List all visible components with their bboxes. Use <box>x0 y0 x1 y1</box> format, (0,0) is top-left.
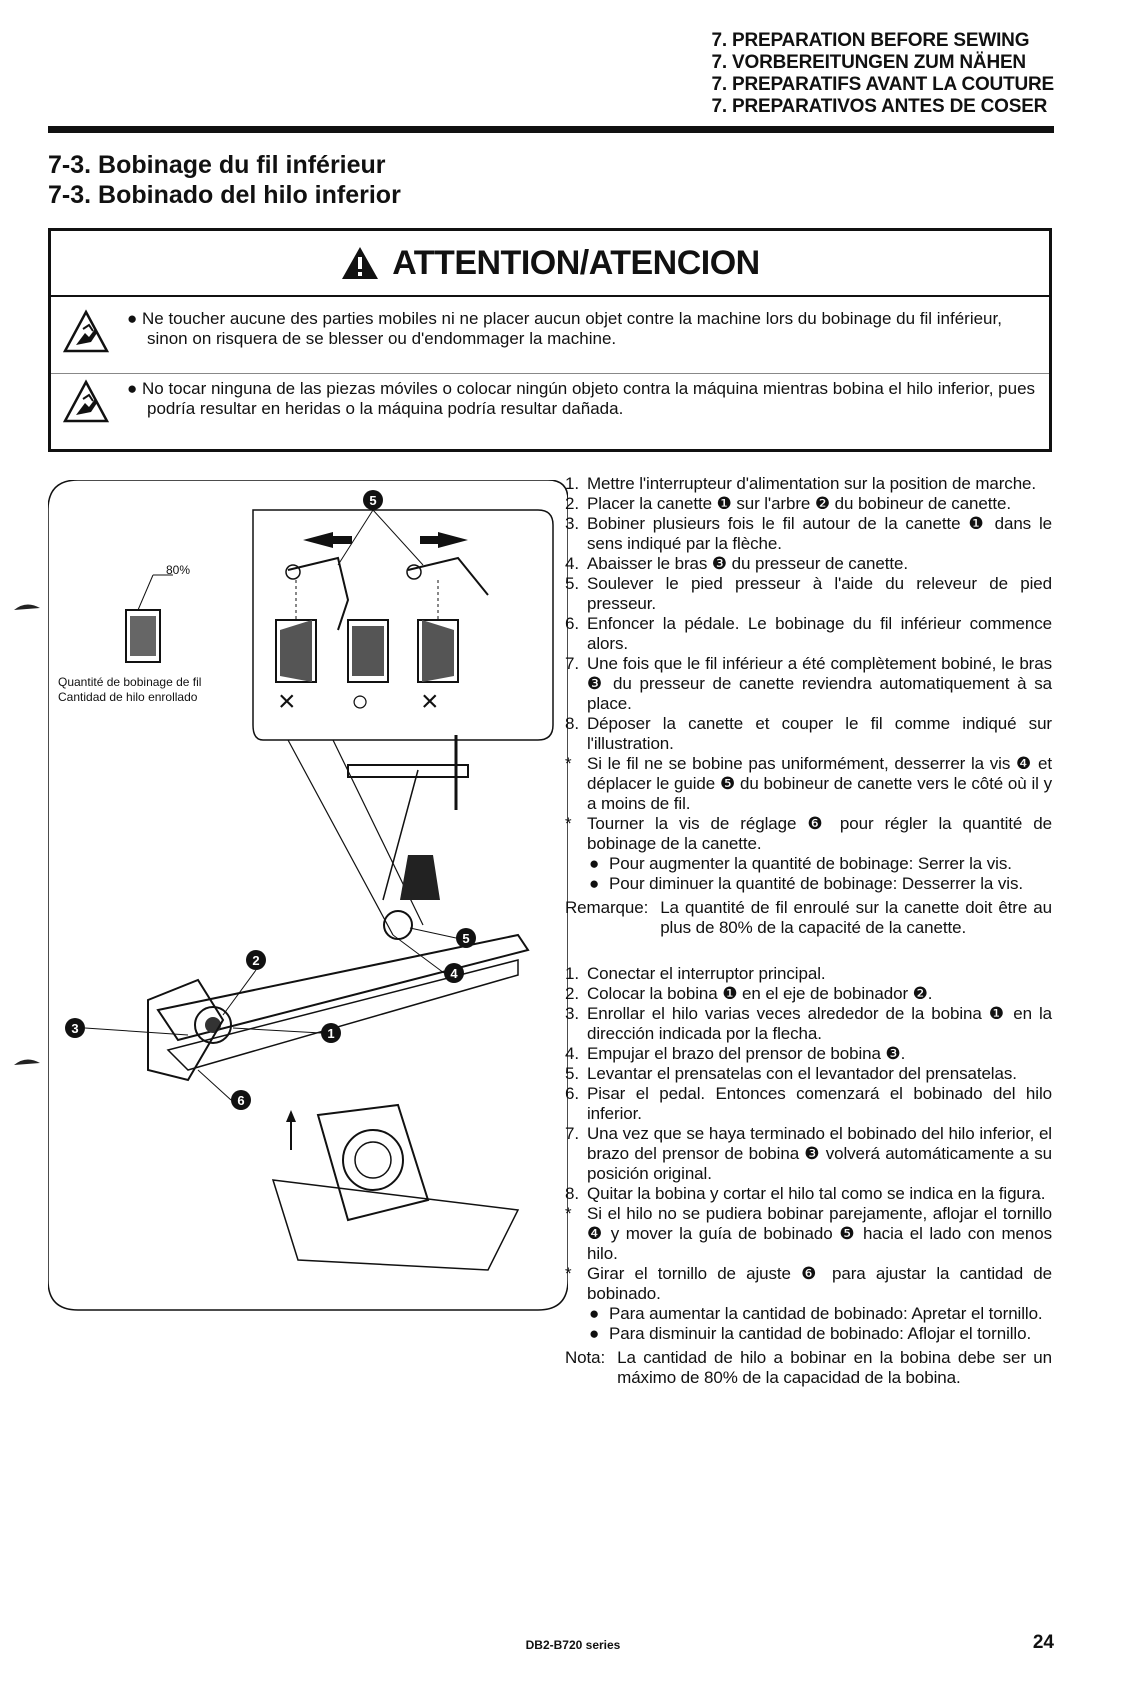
mark-incorrect-right: × <box>421 685 439 718</box>
list-item: 5. Levantar el prensatelas con el levantador del prensatelas. <box>565 1064 1017 1083</box>
list-item: 5. Soulever le pied presseur à l'aide du releveur de pied presseur. <box>565 574 1052 613</box>
warning-item-fr <box>63 309 1039 355</box>
list-item: * Tourner la vis de réglage ❻ pour régler la quantité de bobinage de la canette. <box>565 814 1052 853</box>
attention-header <box>51 231 1049 297</box>
list-item: 8. Déposer la canette et couper le fil comme indiqué sur l'illustration. <box>565 714 1052 753</box>
hand-injury-warning-icon <box>63 309 109 355</box>
callout-2: 2 <box>252 953 260 968</box>
margin-mark <box>14 1055 40 1067</box>
list-item: 4. Empujar el brazo del prensor de bobina ❸. <box>565 1044 906 1063</box>
header-rule <box>48 126 1054 133</box>
section-title-es: 7-3. Bobinado del hilo inferior <box>48 181 401 209</box>
mark-correct-center: ○ <box>351 685 370 718</box>
footer-series: DB2-B720 series <box>525 1638 621 1652</box>
warning-text-fr: ● Ne toucher aucune des parties mobiles ni ne placer aucun objet contre la machine lors du bobinage du fil inférieur, sinon on risquera de se blesser ou d'endommager la machine. <box>127 309 1002 348</box>
callout-6: 6 <box>237 1093 245 1108</box>
list-item: 3. Enrollar el hilo varias veces alrededor de la bobina ❶ en la dirección indicada por la flecha. <box>565 1004 1052 1043</box>
callout-5-top: 5 <box>369 493 377 508</box>
mark-incorrect-left: × <box>278 685 296 718</box>
margin-mark <box>14 600 40 612</box>
winding-amount-caption-fr: Quantité de bobinage de fil <box>58 675 202 689</box>
page-number: 24 <box>1032 1632 1054 1653</box>
bullet-item: ● Para disminuir la cantidad de bobinado: Aflojar el tornillo. <box>589 1324 1032 1343</box>
fill-percent-label: 80% <box>166 563 191 577</box>
list-item: 6. Enfoncer la pédale. Le bobinage du fil inférieur commence alors. <box>565 614 1052 653</box>
note-text-fr: La quantité de fil enroulé sur la canette doit être au plus de 80% de la capacité de la canette. <box>660 898 1052 937</box>
list-item: 4. Abaisser le bras ❸ du presseur de canette. <box>565 554 908 573</box>
instructions-fr <box>565 474 1052 854</box>
warning-text-es: ● No tocar ninguna de las piezas móviles o colocar ningún objeto contra la máquina mientras bobina el hilo inferior, pues podría resultar en heridas o la máquina podría resultar dañada. <box>127 379 1036 418</box>
bobbin-uneven-right <box>418 580 458 682</box>
chapter-header-es: 7. PREPARATIVOS ANTES DE COSER <box>711 96 1048 117</box>
list-item: 2. Colocar la bobina ❶ en el eje de bobinador ❷. <box>565 984 933 1003</box>
bobbin-winder-drawing <box>48 480 568 1390</box>
attention-title: ATTENTION/ATENCION <box>392 243 760 282</box>
winding-amount-caption <box>58 675 201 705</box>
bullet-item: ● Pour diminuer la quantité de bobinage: Desserrer la vis. <box>589 874 1023 893</box>
note-label-fr: Remarque: <box>565 898 649 917</box>
note-text-es: La cantidad de hilo a bobinar en la bobina debe ser un máximo de 80% de la capacidad de la bobina. <box>617 1348 1052 1387</box>
note-fr <box>565 898 1052 938</box>
warning-triangle-icon <box>340 245 380 281</box>
bullet-item: ● Para aumentar la cantidad de bobinado: Apretar el tornillo. <box>589 1304 1043 1323</box>
callout-5: 5 <box>462 931 470 946</box>
list-item: 1. Conectar el interruptor principal. <box>565 964 826 983</box>
list-item: 1. Mettre l'interrupteur d'alimentation sur la position de marche. <box>565 474 1037 493</box>
hand-injury-warning-icon <box>63 379 109 425</box>
section-title-fr: 7-3. Bobinage du fil inférieur <box>48 151 386 179</box>
list-item: 7. Une fois que le fil inférieur a été complètement bobiné, le bras ❸ du presseur de canette reviendra automatiquement à sa place. <box>565 654 1052 713</box>
callout-1: 1 <box>327 1026 335 1041</box>
warning-divider <box>51 373 1049 374</box>
list-item: * Si el hilo no se pudiera bobinar parejamente, aflojar el tornillo ❹ y mover la guía de bobinado ❺ hacia el lado con menos hilo. <box>565 1204 1052 1263</box>
list-item: * Girar el tornillo de ajuste ❻ para ajustar la cantidad de bobinado. <box>565 1264 1052 1303</box>
list-item: 8. Quitar la bobina y cortar el hilo tal como se indica en la figura. <box>565 1184 1046 1203</box>
bobbin-winder-illustration <box>48 480 568 1390</box>
instructions-es <box>565 964 1052 1304</box>
list-item: * Si le fil ne se bobine pas uniformément, desserrer la vis ❹ et déplacer le guide ❺ du bobineur de canette vers le côté où il y a moins de fil. <box>565 754 1052 813</box>
section-title <box>48 150 401 210</box>
note-label-es: Nota: <box>565 1348 606 1367</box>
chapter-header-fr: 7. PREPARATIFS AVANT LA COUTURE <box>711 74 1054 95</box>
list-item: 6. Pisar el pedal. Entonces comenzará el bobinado del hilo inferior. <box>565 1084 1052 1123</box>
chapter-header-de: 7. VORBEREITUNGEN ZUM NÄHEN <box>711 52 1026 73</box>
instructions-column <box>565 474 1052 1388</box>
list-item: 2. Placer la canette ❶ sur l'arbre ❷ du bobineur de canette. <box>565 494 1011 513</box>
note-es <box>565 1348 1052 1388</box>
bobbin-uneven-left <box>276 580 316 682</box>
chapter-header-en: 7. PREPARATION BEFORE SEWING <box>711 30 1030 51</box>
bullet-item: ● Pour augmenter la quantité de bobinage: Serrer la vis. <box>589 854 1012 873</box>
list-item: 3. Bobiner plusieurs fois le fil autour de la canette ❶ dans le sens indiqué par la flèche. <box>565 514 1052 553</box>
bobbin-even-center <box>348 620 388 682</box>
callout-3: 3 <box>71 1021 79 1036</box>
winding-amount-caption-es: Cantidad de hilo enrollado <box>58 690 198 704</box>
callout-4: 4 <box>450 966 458 981</box>
chapter-header <box>712 30 1055 118</box>
warning-item-es <box>63 379 1039 425</box>
list-item: 7. Una vez que se haya terminado el bobinado del hilo inferior, el brazo del prensor de bobina ❸ volverá automáticamente a su posición original. <box>565 1124 1052 1183</box>
attention-box <box>48 228 1052 452</box>
